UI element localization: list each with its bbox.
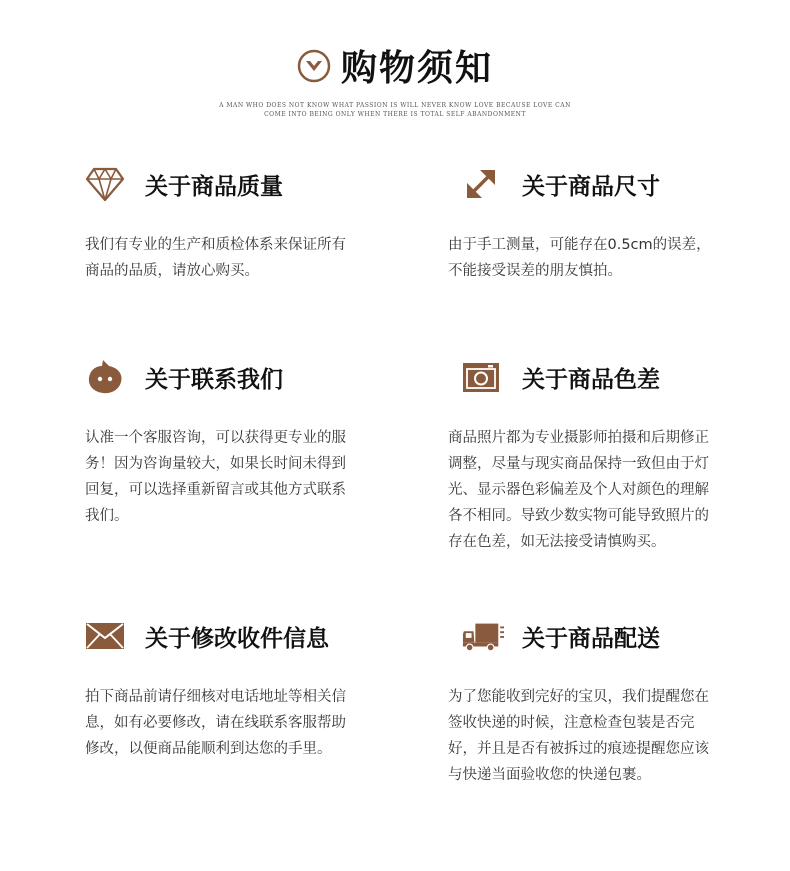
- chevron-circle-icon: [297, 49, 331, 83]
- section-body: 认准一个客服咨询，可以获得更专业的服务！因为咨询量较大，如果长时间未得到回复，可以选择重新留言或其他方式联系我们。: [85, 430, 346, 524]
- section-header: [85, 616, 385, 656]
- envelope-icon: [85, 616, 127, 656]
- delivery-truck-icon: [462, 616, 504, 656]
- section-body: 商品照片都为专业摄影师拍摄和后期修正调整，尽量与现实商品保持一致但由于灯光、显示器色彩偏差及个人对颜色的理解各不相同。导致少数实物可能导致照片的存在色差，如无法接受请慎购买。: [448, 430, 709, 550]
- section-delivery: [448, 616, 762, 788]
- section-body: 为了您能收到完好的宝贝，我们提醒您在签收快递的时候，注意检查包装是否完好，并且是否有被拆过的痕迹提醒您应该与快递当面验收您的快递包裹。: [448, 689, 709, 783]
- page-header: [0, 40, 790, 119]
- section-title: 关于商品配送: [522, 625, 660, 652]
- section-title: 关于商品色差: [522, 366, 660, 393]
- chat-bubble-icon: [85, 357, 127, 397]
- section-body: 拍下商品前请仔细核对电话地址等相关信息，如有必要修改，请在线联系客服帮助修改，以便商品能顺利到达您的手里。: [85, 689, 346, 757]
- resize-arrows-icon: [462, 164, 504, 204]
- section-header: [462, 357, 762, 397]
- section-header: [462, 164, 762, 204]
- section-title: 关于联系我们: [145, 366, 283, 393]
- page-subtitle: [0, 101, 790, 119]
- section-body: 由于手工测量，可能存在0.5cm的误差，不能接受误差的朋友慎拍。: [448, 237, 711, 279]
- section-contact: [85, 357, 385, 529]
- section-color: [448, 357, 762, 555]
- section-size: [448, 164, 762, 284]
- section-title: 关于修改收件信息: [145, 625, 329, 652]
- section-address: [85, 616, 385, 762]
- section-body: 我们有专业的生产和质检体系来保证所有商品的品质，请放心购买。: [85, 237, 346, 279]
- diamond-icon: [85, 164, 127, 204]
- section-header: [85, 164, 385, 204]
- section-quality: [85, 164, 385, 284]
- subtitle-line-2: COME INTO BEING ONLY WHEN THERE IS TOTAL SELF ABANDONMENT: [264, 111, 526, 118]
- section-header: [85, 357, 385, 397]
- subtitle-line-1: A MAN WHO DOES NOT KNOW WHAT PASSION IS WILL NEVER KNOW LOVE BECAUSE LOVE CAN: [219, 102, 571, 109]
- title-row: [0, 40, 790, 91]
- camera-icon: [462, 357, 504, 397]
- section-title: 关于商品尺寸: [522, 173, 660, 200]
- section-header: [462, 616, 762, 656]
- page-title: 购物须知: [340, 48, 493, 89]
- section-title: 关于商品质量: [145, 173, 283, 200]
